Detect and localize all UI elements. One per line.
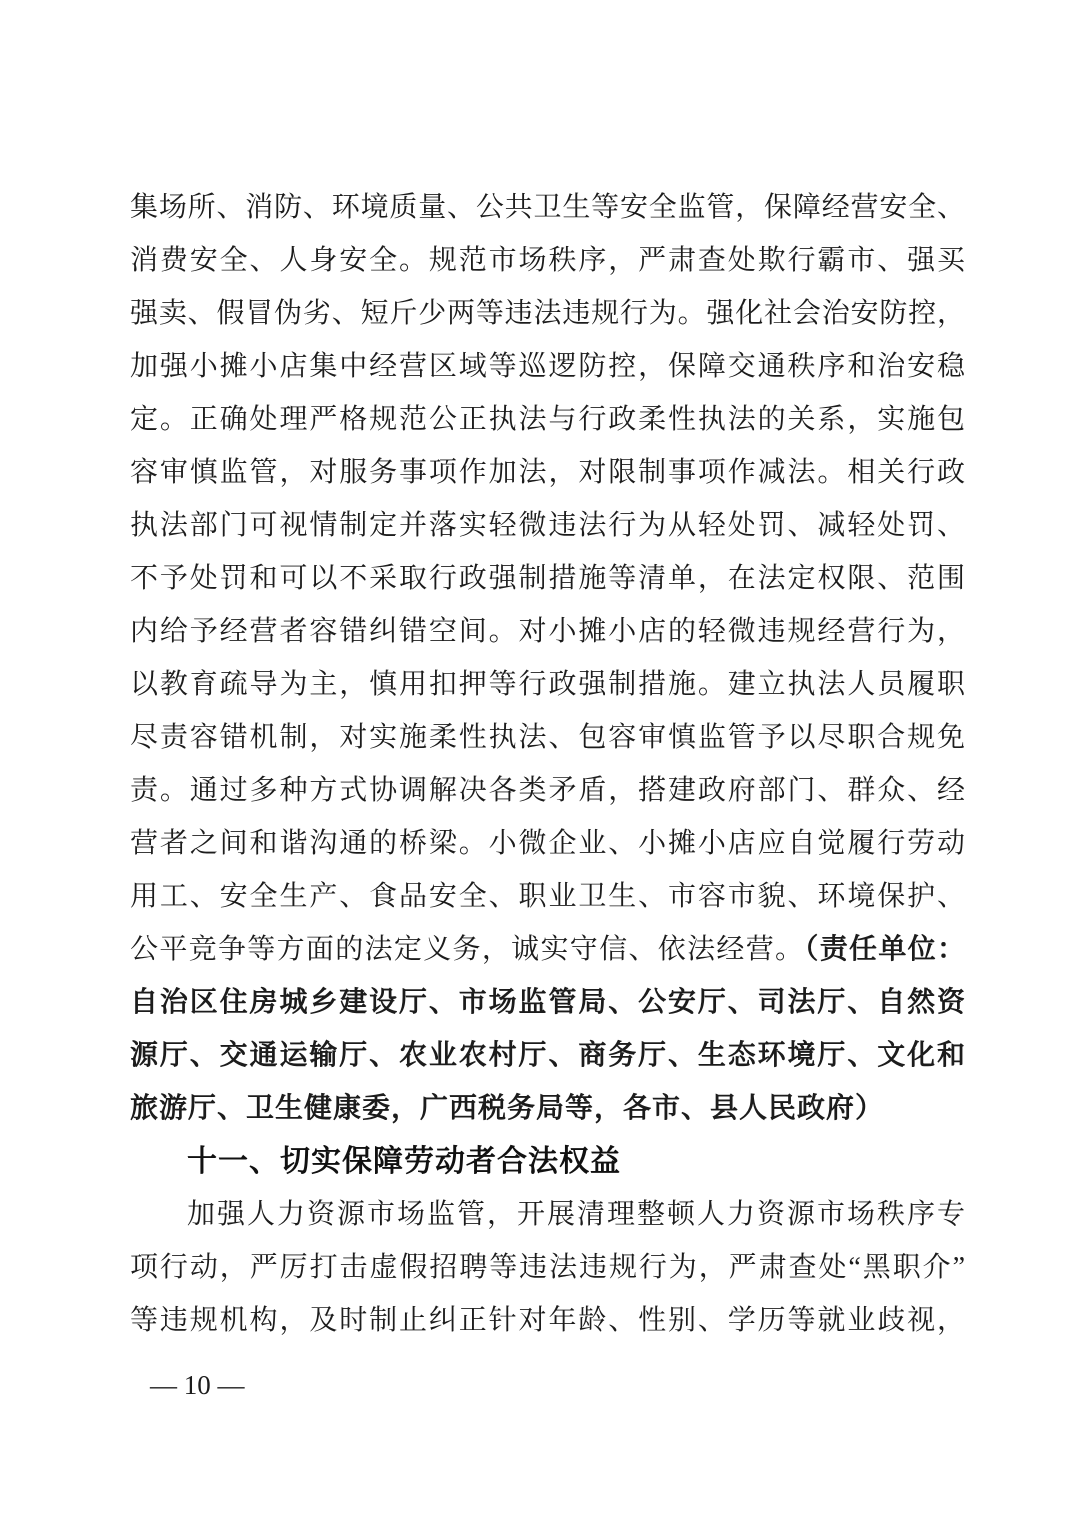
section-heading [130, 1135, 965, 1188]
body-line [130, 552, 965, 605]
body-line [130, 1241, 965, 1294]
body-text-segment: 尽责容错机制，对实施柔性执法、包容审慎监管予以尽职合规免 [130, 722, 965, 753]
body-text-segment: 项行动，严厉打击虚假招聘等违法违规行为，严肃查处“黑职介” [130, 1252, 965, 1283]
body-text-segment: 公平竞争等方面的法定义务，诚实守信、依法经营。 [130, 934, 805, 965]
heading-text: 十一、切实保障劳动者合法权益 [187, 1145, 621, 1178]
page-number: — 10 — [150, 1370, 245, 1400]
body-text-segment: 定。正确处理严格规范公正执法与行政柔性执法的关系，实施包 [130, 404, 965, 435]
body-line [130, 287, 965, 340]
body-text-segment: 以教育疏导为主，慎用扣押等行政强制措施。建立执法人员履职 [130, 669, 965, 700]
body-text-segment: 用工、安全生产、食品安全、职业卫生、市容市貌、环境保护、 [130, 881, 965, 912]
responsibility-units-line [130, 1029, 965, 1082]
responsibility-units-line [130, 1082, 965, 1135]
body-line [130, 1294, 965, 1347]
body-text-segment: 营者之间和谐沟通的桥梁。小微企业、小摊小店应自觉履行劳动 [130, 828, 965, 859]
body-text-segment: 容审慎监管，对服务事项作加法，对限制事项作减法。相关行政 [130, 457, 965, 488]
body-text-segment: 内给予经营者容错纠错空间。对小摊小店的轻微违规经营行为， [130, 616, 965, 647]
body-text-segment: 集场所、消防、环境质量、公共卫生等安全监管，保障经营安全、 [130, 192, 965, 223]
body-line [130, 658, 965, 711]
body-line [130, 181, 965, 234]
body-line [130, 605, 965, 658]
responsibility-units-line [130, 976, 965, 1029]
body-text-segment: 强卖、假冒伪劣、短斤少两等违法违规行为。强化社会治安防控， [130, 298, 965, 329]
body-text-segment: 等违规机构，及时制止纠正针对年龄、性别、学历等就业歧视， [130, 1305, 965, 1336]
body-line [130, 870, 965, 923]
body-line [130, 923, 965, 976]
body-text-segment: 加强人力资源市场监管，开展清理整顿人力资源市场秩序专 [187, 1199, 965, 1230]
body-text-segment: 执法部门可视情制定并落实轻微违法行为从轻处罚、减轻处罚、 [130, 510, 965, 541]
body-line [130, 764, 965, 817]
text-block [130, 181, 965, 1347]
kaiti-text-segment: 自治区住房城乡建设厅、市场监管局、公安厅、司法厅、自然资 [130, 987, 965, 1018]
kaiti-text-segment: 源厅、交通运输厅、农业农村厅、商务厅、生态环境厅、文化和 [130, 1040, 965, 1071]
body-line [130, 393, 965, 446]
kaiti-text-segment: （责任单位： [804, 934, 965, 965]
body-text-segment: 不予处罚和可以不采取行政强制措施等清单，在法定权限、范围 [130, 563, 965, 594]
body-line [130, 817, 965, 870]
body-line [130, 711, 965, 764]
body-line [130, 499, 965, 552]
body-text-segment: 责。通过多种方式协调解决各类矛盾，搭建政府部门、群众、经 [130, 775, 965, 806]
body-text-segment: 加强小摊小店集中经营区域等巡逻防控，保障交通秩序和治安稳 [130, 351, 965, 382]
kaiti-text-segment: 旅游厅、卫生健康委，广西税务局等，各市、县人民政府） [130, 1093, 885, 1124]
body-line [130, 1188, 965, 1241]
body-text-segment: 消费安全、人身安全。规范市场秩序，严肃查处欺行霸市、强买 [130, 245, 965, 276]
body-line [130, 234, 965, 287]
body-line [130, 340, 965, 393]
body-line [130, 446, 965, 499]
